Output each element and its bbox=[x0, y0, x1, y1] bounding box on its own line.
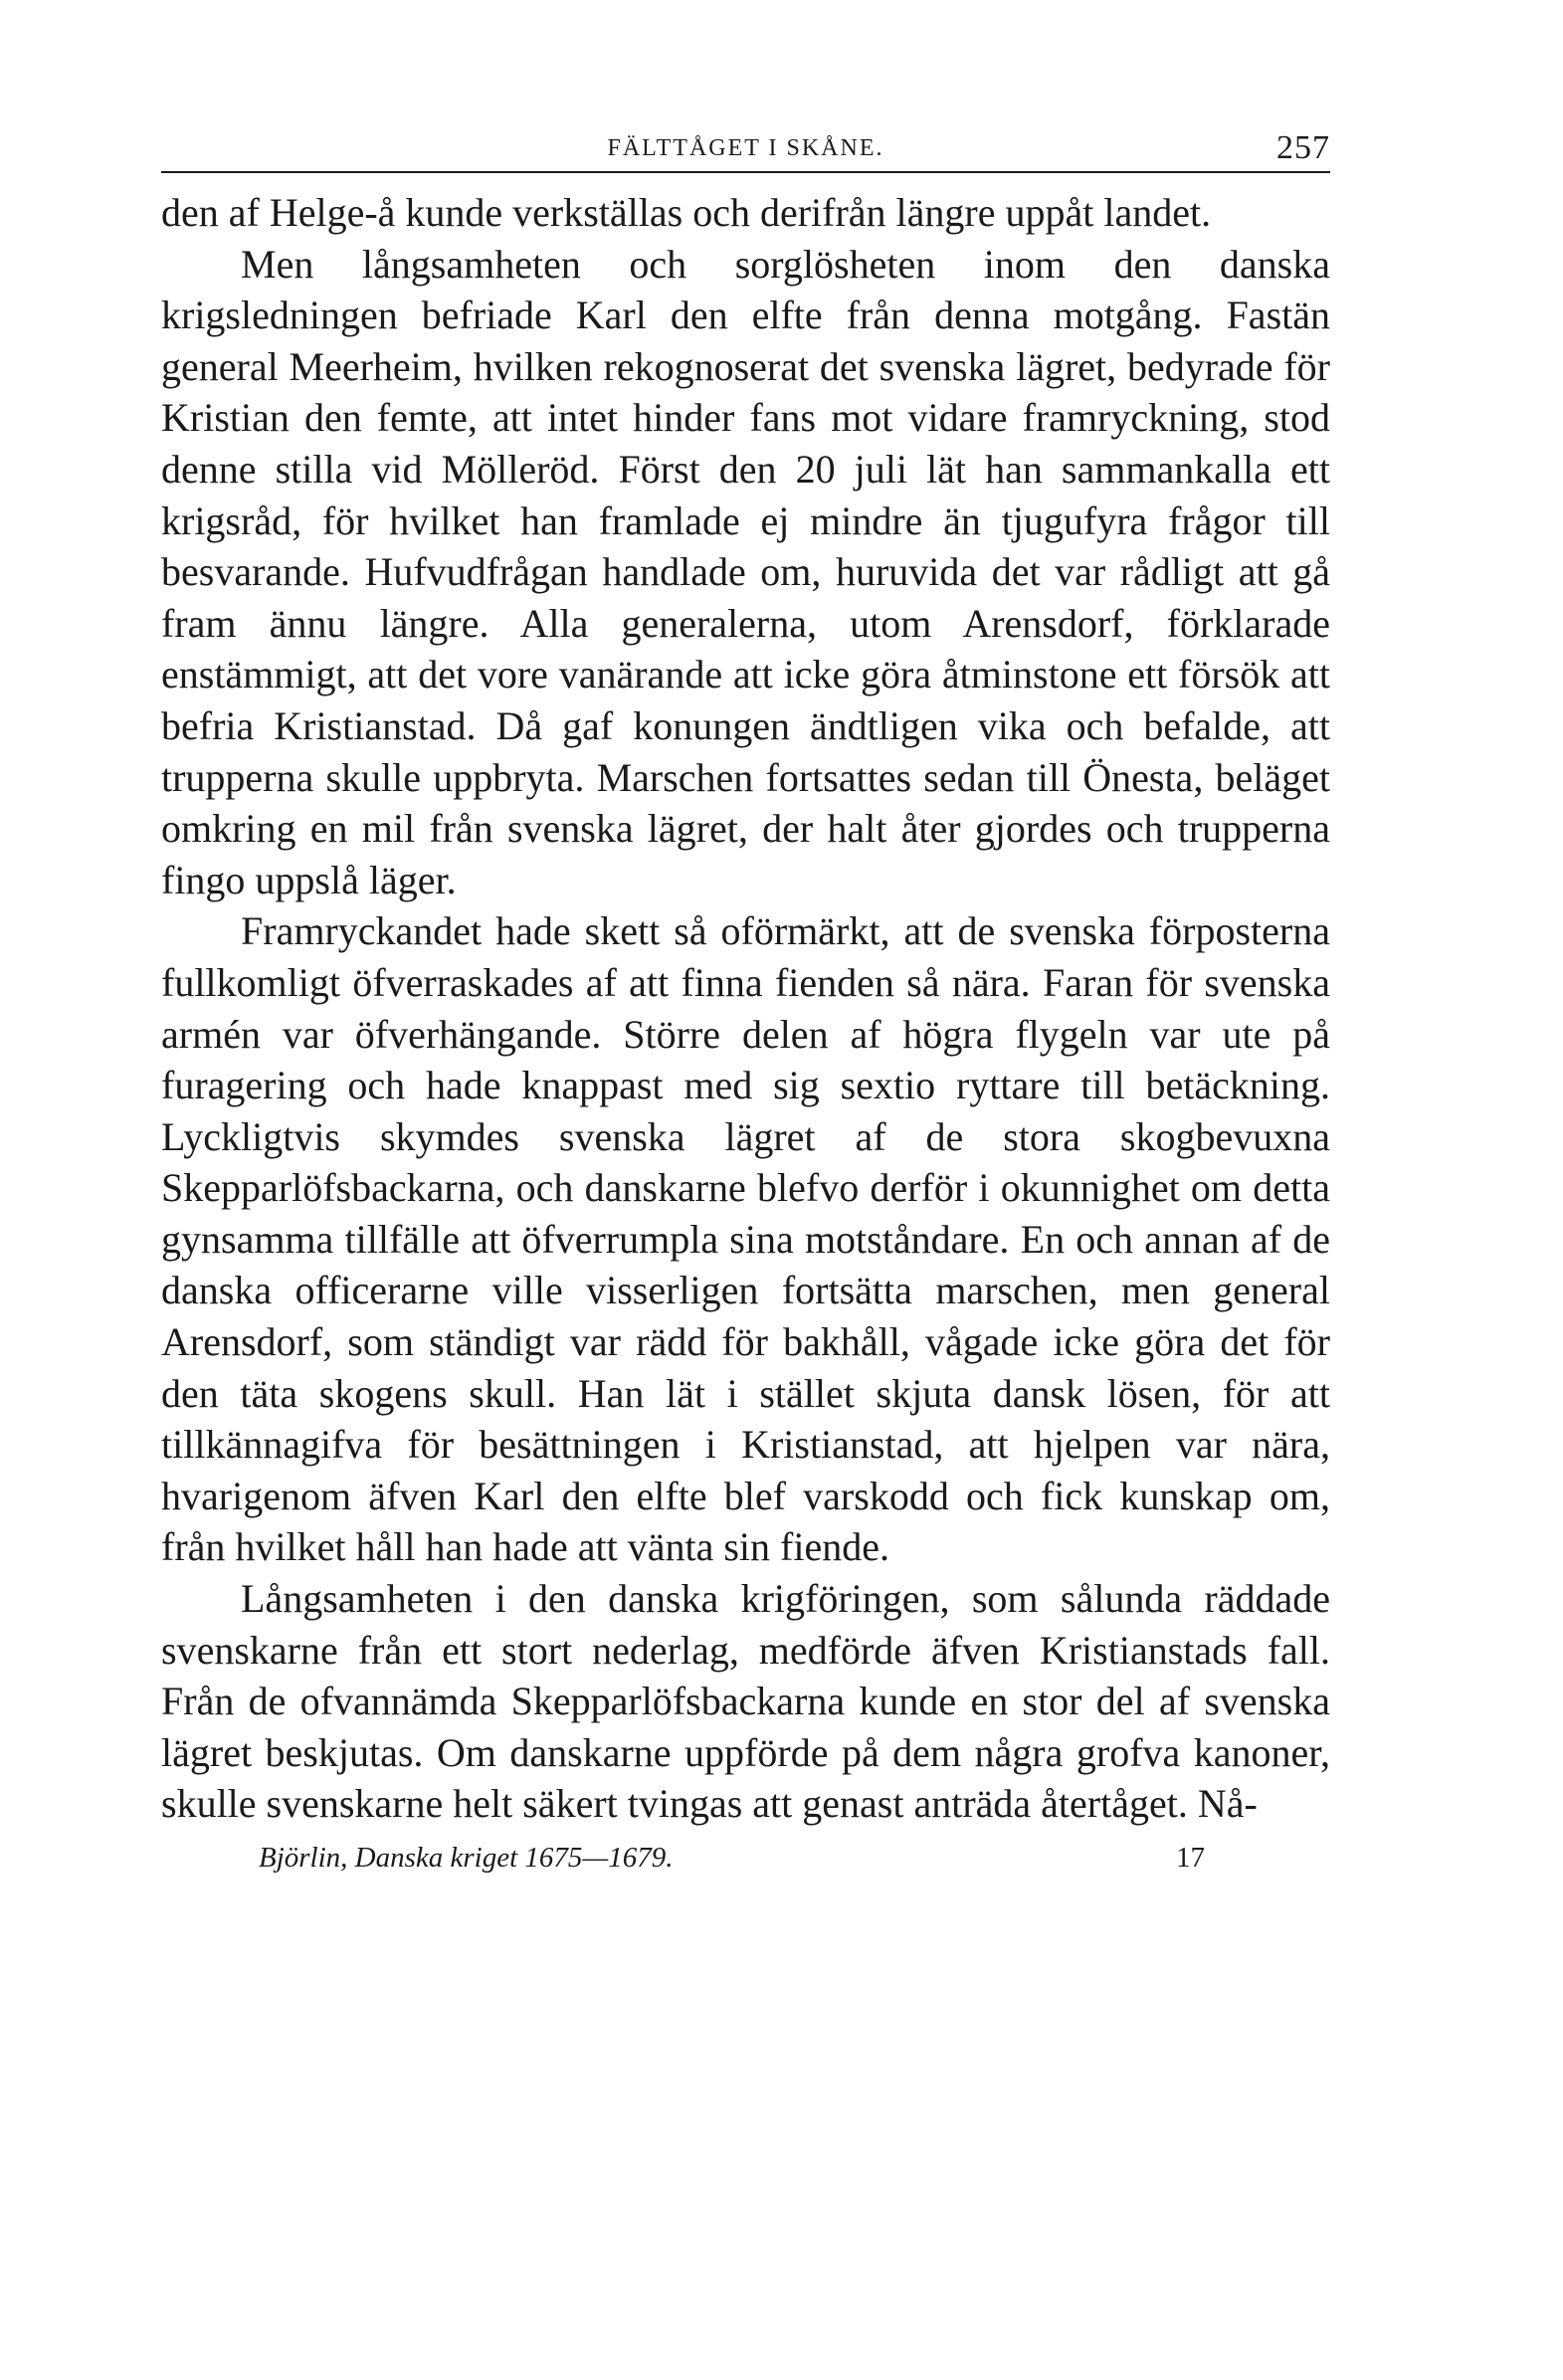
signature-mark: 17 bbox=[1176, 1842, 1205, 1874]
header-rule bbox=[161, 171, 1330, 173]
book-page bbox=[161, 119, 1330, 1884]
paragraph: Framryckandet hade skett så oförmärkt, att de svenska förposterna fullkomligt öfverraskades af att finna fienden så nära. Faran för svenska armén var öfverhängande. Större delen af högra flygeln var ute på furagering och hade knappast med sig sextio ryttare till betäckning. Lyckligtvis skymdes svenska lägret af de stora skogbevuxna Skepparlöfsbackarna, och danskarne blefvo derför i okunnighet om detta gynsamma tillfälle att öfverrumpla sina motståndare. En och annan af de danska officerarne ville visserligen fortsätta marschen, men general Arensdorf, som ständigt var rädd för bakhåll, vågade icke göra det för den täta skogens skull. Han lät i stället skjuta dansk lösen, för att tillkännagifva för besättningen i Kristianstad, att hjelpen var nära, hvarigenom äfven Karl den elfte blef varskodd och fick kunskap om, från hvilket håll han hade att vänta sin fiende. bbox=[161, 908, 1330, 1570]
page-number: 257 bbox=[1276, 129, 1330, 166]
page-footer bbox=[161, 1836, 1330, 1884]
running-title: FÄLTTÅGET I SKÅNE. bbox=[607, 135, 884, 161]
paragraph: Men långsamheten och sorglösheten inom den danska krigsledningen befriade Karl den elfte från denna motgång. Fastän general Meerheim, hvilken rekognoserat det svenska lägret, bedyrade för Kristian den femte, att intet hinder fans mot vidare framryckning, stod denne stilla vid Mölleröd. Först den 20 juli lät han sammankalla ett krigsråd, för hvilket han framlade ej mindre än tjugufyra frågor till besvarande. Hufvudfrågan handlade om, huruvida det var rådligt att gå fram ännu längre. Alla generalerna, utom Arensdorf, förklarade enstämmigt, att det vore vanärande att icke göra åtminstone ett försök att befria Kristianstad. Då gaf konungen ändtligen vika och befalde, att trupperna skulle uppbryta. Marschen fortsattes sedan till Önesta, beläget omkring en mil från svenska lägret, der halt åter gjordes och trupperna fingo uppslå läger. bbox=[161, 241, 1330, 902]
paragraph-continued: den af Helge-å kunde verkställas och derifrån längre uppåt landet. bbox=[161, 190, 1212, 235]
body-text bbox=[161, 187, 1330, 1830]
paragraph: Långsamheten i den danska krigföringen, som sålunda räddade svenskarne från ett stort nederlag, medförde äfven Kristianstads fall. Från de ofvannämda Skepparlöfsbackarna kunde en stor del af svenska lägret beskjutas. Om danskarne uppförde på dem några grofva kanoner, skulle svenskarne helt säkert tvingas att genast anträda återtåget. Nå- bbox=[161, 1576, 1330, 1827]
running-head bbox=[161, 119, 1330, 171]
footer-source: Björlin, Danska kriget 1675—1679. bbox=[259, 1842, 674, 1874]
